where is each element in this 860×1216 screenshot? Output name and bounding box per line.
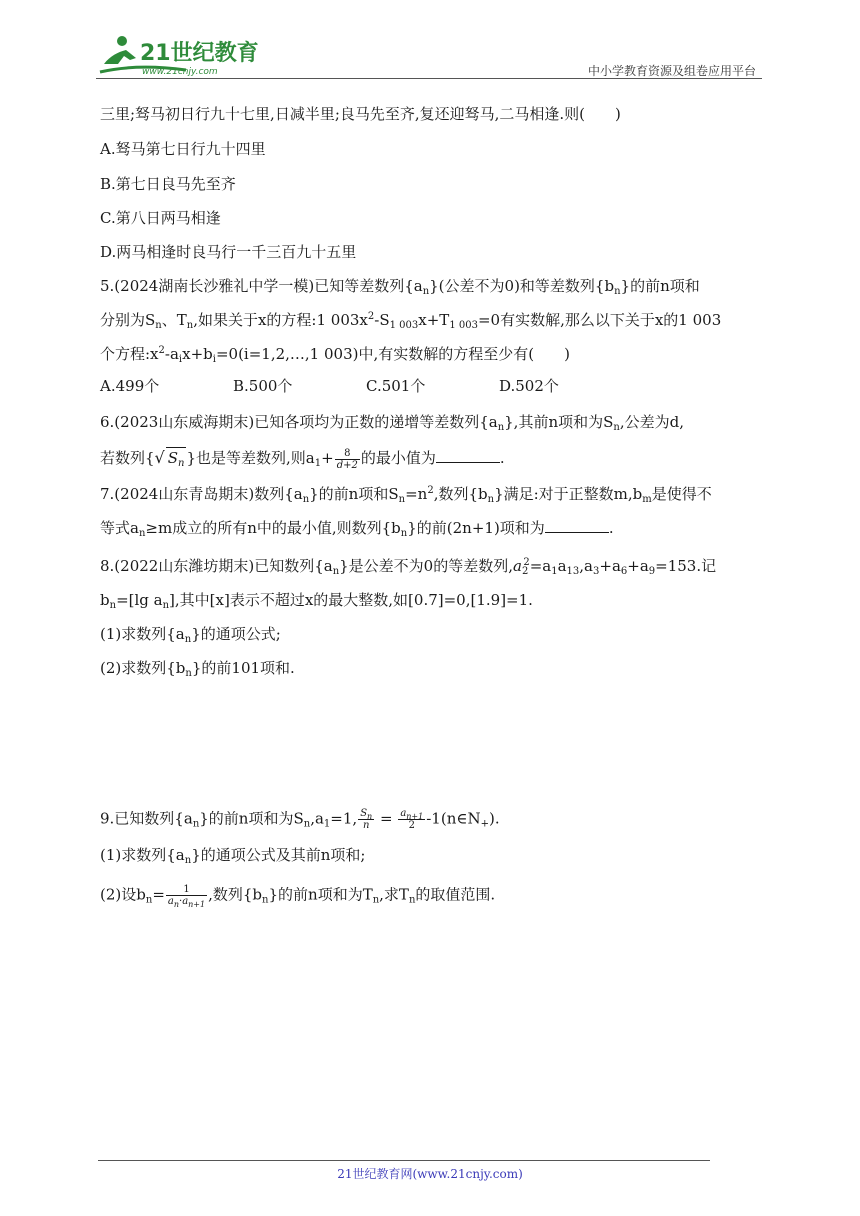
q5-line-3: 个方程$:x^2-a_ix+b_i=0(i=1,2,\dots,1$ 003)中,有实数解的方程至少有( ) — [100, 345, 570, 365]
header-divider — [96, 78, 762, 79]
q8-line-2: $b_n=[\lg$ $a_n$],其中[x]表示不超过x的最大整数,如[0.7]=0,[1.9]=1. — [100, 591, 533, 611]
q9-sub-2: (2)设$b_n=$ $\frac{1}{a_n\cdot a_{n+1}}$ ,数列$\{b_n\}$的前n项和为$T_n$,求$T_n$的取值范围. — [100, 884, 496, 909]
q6-line-1: 6.(2023山东威海期末)已知各项均为正数的递增等差数列$\{a_n\}$,其前n项和为$S_n$,公差为d, — [100, 413, 684, 433]
q7-line-1: 7.(2024山东青岛期末)数列$\{a_n\}$的前n项和$S_n=n^2$,数列$\{b_n\}$满足:对于正整数$m,b_m$是使得不 — [100, 485, 712, 505]
q4-option-a: A.驽马第七日行九十四里 — [100, 140, 266, 158]
logo-text: 21世纪教育 — [140, 41, 259, 66]
q5-option-c: C.501个 — [366, 377, 426, 395]
footer-divider — [98, 1160, 710, 1161]
platform-label: 中小学教育资源及组卷应用平台 — [587, 64, 756, 78]
q4-option-d: D.两马相逢时良马行一千三百九十五里 — [100, 243, 357, 261]
q9-line-1: 9.已知数列$\{a_n\}$的前n项和为$S_n,a_1=1$, $\frac{S_n}{n}$ = $\frac{a_{n+1}}{2}$ $-1(n\in N_+)$. — [100, 808, 500, 831]
q7-line-2: 等式$a_n\ge m$成立的所有n中的最小值,则数列$\{b_n\}$的前(2n+1)项和为 . — [100, 519, 614, 539]
q4-option-b: B.第七日良马先至齐 — [100, 175, 236, 193]
logo-url: www.21cnjy.com — [142, 67, 218, 77]
q5-option-b: B.500个 — [233, 377, 293, 395]
footer-text: 21世纪教育网(www.21cnjy.com) — [337, 1167, 523, 1181]
q5-options — [100, 376, 559, 396]
sqrt-expression: $S_n$ — [167, 449, 185, 469]
fraction: $\frac{a_{n+1}}{2}$ — [400, 808, 424, 831]
q8-line-1: 8.(2022山东潍坊期末)已知数列$\{a_n\}$是公差不为0的等差数列$,a_2^2=a_1a_{13},a_3+a_6+a_9=153$.记 — [100, 557, 717, 577]
q8-sub-1: (1)求数列$\{a_n\}$的通项公式; — [100, 625, 281, 645]
q9-sub-1: (1)求数列$\{a_n\}$的通项公式及其前n项和; — [100, 846, 366, 866]
answer-blank[interactable] — [545, 518, 609, 533]
answer-blank[interactable] — [436, 448, 500, 463]
fraction: $\frac{1}{a_n\cdot a_{n+1}}$ — [167, 884, 206, 909]
fraction: $\frac{8}{d+2}$ — [336, 447, 358, 471]
q5-line-2: 分别为$S_n$、$T_n$,如果关于x的方程:1 $003x^2-S_{1 003}x+T_{1 003}=0$有实数解,那么以下关于x的1 003 — [100, 311, 722, 331]
q6-line-2: 若数列{√ $S_n$ }也是等差数列,则$a_1+$ $\frac{8}{d+2}$ 的最小值为 . — [100, 447, 505, 471]
logo — [96, 30, 266, 78]
page-header — [96, 30, 762, 80]
q8-sub-2: (2)求数列$\{b_n\}$的前101项和. — [100, 659, 295, 679]
q5-option-a: A.499个 — [100, 377, 160, 395]
q4-option-c: C.第八日两马相逢 — [100, 209, 221, 227]
q5-option-d: D.502个 — [499, 377, 559, 395]
fraction: $\frac{S_n}{n}$ — [360, 808, 373, 831]
q4-stem-line: 三里;驽马初日行九十七里,日减半里;良马先至齐,复还迎驽马,二马相逢.则( ) — [100, 105, 621, 123]
q5-line-1: 5.(2024湖南长沙雅礼中学一模)已知等差数列$\{a_n\}$(公差不为0)和等差数列$\{b_n\}$的前n项和 — [100, 277, 700, 297]
